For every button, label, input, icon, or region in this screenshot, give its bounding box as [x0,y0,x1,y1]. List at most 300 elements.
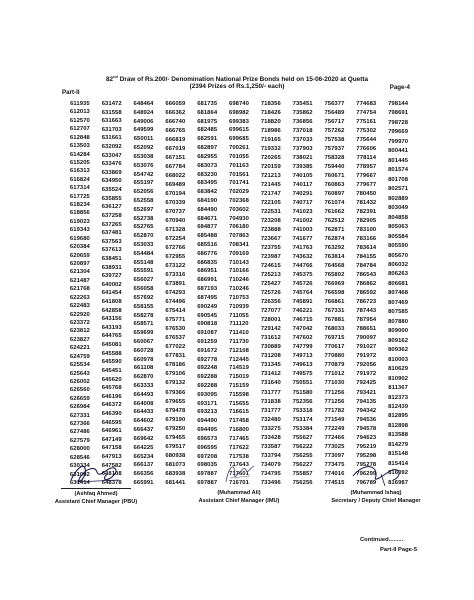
prize-number: 640002 [101,281,122,288]
prize-number: 816987 [388,479,409,486]
document-title [0,74,474,83]
prize-number: 656058 [133,286,154,293]
prize-number: 795298 [356,452,377,459]
prize-number: 673891 [165,281,186,288]
prize-number: 700261 [229,145,249,152]
prize-number: 684877 [197,224,218,231]
prize-number: 770617 [324,344,345,351]
prize-number: 681073 [165,461,186,468]
prize-number-grid [64,102,414,487]
prize-number: 778957 [356,164,377,171]
prize-number: 723208 [260,218,281,225]
prize-number: 662870 [133,374,154,381]
prize-number: 666356 [133,471,154,478]
prize-number: 690818 [197,321,218,328]
prize-number: 612013 [69,109,90,116]
prize-number: 633476 [101,161,122,168]
prize-number: 767331 [324,308,345,315]
prize-number: 794342 [356,407,377,414]
prize-number: 698035 [197,462,218,469]
prize-number: 670194 [165,191,186,198]
prize-number: 725213 [260,272,281,279]
prize-number: 733496 [260,479,281,486]
prize-number: 795278 [356,461,377,468]
prize-number: 761074 [324,200,345,207]
prize-number: 756222 [292,443,313,450]
prize-number: 646196 [101,393,122,400]
prize-number: 765802 [324,272,345,279]
prize-number: 637265 [101,221,122,228]
prize-number: 652092 [133,145,154,152]
prize-number: 768033 [324,326,345,333]
prize-number: 623827 [69,336,90,343]
prize-number: 749713 [292,353,313,360]
prize-number: 782905 [356,218,377,225]
prize-number: 693213 [197,409,218,416]
next-page-reference: Part-II Page-5 [380,547,418,553]
prize-number: 745764 [292,290,313,297]
prize-number: 692248 [197,365,218,372]
prize-number: 632092 [101,144,122,151]
prize-number: 616313 [69,168,90,175]
prize-number: 807468 [388,290,409,297]
prize-number: 794578 [356,425,377,432]
prize-number: 746715 [292,317,313,324]
prize-number: 722105 [260,200,281,207]
prize-number: 697887 [197,479,218,486]
prize-number: 683230 [197,171,218,178]
prize-number: 701741 [229,180,249,187]
prize-number: 786862 [356,281,377,288]
signatory-name: (Muhammad Ishaq) [350,490,402,496]
prize-number: 792056 [356,362,377,369]
prize-number: 804858 [388,214,409,221]
prize-number: 682897 [197,145,218,152]
number-column [64,102,96,487]
prize-number: 637613 [101,247,122,254]
prize-number: 711410 [229,330,249,337]
prize-number: 803049 [388,205,409,212]
prize-number: 636127 [101,204,122,211]
prize-number: 806032 [388,261,409,268]
prize-number: 807585 [388,309,409,316]
prize-number: 681975 [197,118,218,125]
prize-number: 710753 [229,294,249,301]
prize-number: 717622 [229,444,249,451]
prize-number: 672254 [165,236,186,243]
prize-number: 696573 [197,435,218,442]
prize-number: 771030 [324,380,345,387]
prize-number: 745726 [292,281,313,288]
prize-number: 717643 [229,462,249,469]
prize-number: 731612 [260,335,281,342]
prize-number: 665991 [133,479,154,486]
prize-number: 619343 [69,227,90,234]
prize-number: 740117 [292,182,313,189]
prize-number: 778114 [356,155,377,162]
prize-number: 692778 [197,356,218,363]
page-label: Page-4 [389,84,410,91]
prize-number: 753318 [292,407,313,414]
prize-number: 756255 [292,452,313,459]
prize-number: 709169 [229,250,249,257]
prize-number: 720265 [260,155,281,162]
prize-number: 715598 [229,391,249,398]
prize-number: 663333 [133,383,154,389]
prize-number: 749575 [292,371,313,378]
prize-number: 796299 [356,470,377,477]
prize-number: 660978 [133,356,154,363]
prize-number: 664493 [133,391,154,398]
prize-number: 683073 [197,162,218,169]
prize-number: 631558 [101,109,122,116]
prize-number: 701561 [229,171,249,178]
prize-number: 667019 [165,146,186,153]
prize-number: 760671 [324,173,345,180]
prize-number: 620659 [69,252,90,259]
prize-number: 654484 [133,250,154,257]
prize-number: 745375 [292,272,313,279]
prize-number: 637563 [101,238,122,245]
prize-number: 612570 [69,117,90,124]
prize-number: 723888 [260,227,281,234]
prize-number: 658278 [133,312,154,319]
prize-number: 664602 [133,418,154,425]
prize-number: 710246 [229,277,249,284]
prize-number: 813588 [388,432,409,439]
prize-number: 687495 [197,294,218,301]
prize-number: 623812 [69,328,90,335]
prize-number: 666819 [165,137,186,144]
prize-number: 646961 [101,428,122,435]
prize-number: 683842 [197,189,218,196]
prize-number: 690545 [197,312,218,319]
signature-line-1 [61,488,131,489]
prize-number: 741763 [292,245,313,252]
prize-number: 718820 [260,119,281,126]
prize-number: 627579 [69,437,90,444]
prize-number: 631703 [101,126,122,133]
prize-number: 697208 [197,453,218,460]
prize-number: 726356 [260,299,281,306]
prize-number: 646390 [101,410,122,417]
prize-number: 631002 [69,471,90,478]
prize-number: 764568 [324,263,345,270]
prize-number: 710166 [229,268,249,275]
prize-number: 802571 [388,186,409,193]
prize-number: 623372 [69,319,90,326]
prize-number: 635855 [101,195,122,202]
prize-number: 718426 [260,110,281,117]
prize-number: 620384 [69,244,90,251]
prize-number: 684190 [197,197,218,204]
document-subtitle: (2394 Prizes of Rs.1,250/- each) [189,83,285,90]
prize-number: 757937 [324,146,345,153]
prize-number: 783100 [356,227,377,234]
prize-number: 715159 [229,383,249,389]
prize-number: 655197 [133,180,154,187]
prize-number: 794623 [356,434,377,441]
prize-number: 784784 [356,263,377,270]
prize-number: 642858 [101,307,122,314]
prize-number: 681441 [165,479,186,486]
prize-number: 766598 [324,290,345,297]
prize-number: 679106 [165,371,186,378]
prize-number: 774683 [356,101,377,107]
prize-number: 637481 [101,230,122,237]
prize-number: 737033 [292,137,313,144]
prize-number: 717458 [229,418,249,425]
prize-number: 647158 [101,445,122,452]
prize-number: 633047 [101,152,122,159]
prize-number: 672955 [165,254,186,261]
prize-number: 702029 [229,189,249,196]
prize-number: 649006 [133,118,154,125]
prize-number: 815414 [388,460,409,467]
number-column [96,102,128,487]
prize-number: 679190 [165,416,186,423]
prize-number: 683938 [165,470,186,477]
prize-number: 744766 [292,263,313,270]
prize-number: 723667 [260,236,281,243]
prize-number: 794135 [356,398,377,405]
prize-number: 647582 [101,462,122,469]
prize-number: 711055 [229,312,249,319]
prize-number: 625534 [69,362,90,369]
part-label: Part-II [62,89,80,96]
prize-number: 666137 [133,462,154,469]
prize-number: 643156 [101,316,122,323]
prize-number: 731640 [260,380,281,387]
prize-number: 692288 [197,383,218,389]
prize-number: 717601 [229,471,249,478]
prize-number: 645588 [101,350,122,357]
prize-number: 620897 [69,261,90,268]
prize-number: 614284 [69,151,90,158]
prize-number: 691672 [197,347,218,354]
prize-number: 671328 [165,227,186,234]
prize-number: 701055 [229,153,249,160]
prize-number: 624759 [69,353,90,360]
prize-number: 690249 [197,303,218,310]
prize-number: 779667 [356,173,377,180]
prize-number: 730889 [260,344,281,351]
prize-number: 635524 [101,187,122,194]
prize-number: 691087 [197,330,218,337]
prize-number: 737018 [292,128,313,135]
prize-number: 631414 [69,479,90,486]
signatory-title: Assistant Chief Manager (PBU) [54,499,138,505]
prize-number: 810003 [388,356,409,363]
prize-number: 757538 [324,137,345,144]
prize-number: 694495 [197,427,218,434]
prize-number: 716800 [229,427,249,434]
prize-number: 718356 [260,101,281,107]
prize-number: 699615 [229,127,249,134]
prize-number: 692288 [197,374,218,381]
prize-number: 627366 [69,421,90,428]
prize-number: 776606 [356,146,377,153]
prize-number: 626002 [69,378,90,385]
prize-number: 757262 [324,128,345,135]
prize-number: 676530 [165,326,186,333]
prize-number: 686835 [197,259,218,266]
prize-number: 674293 [165,290,186,297]
prize-number: 630334 [69,463,90,470]
prize-number: 741003 [292,227,313,234]
prize-number: 675414 [165,308,186,315]
prize-number: 805590 [388,243,409,250]
prize-number: 682591 [197,136,218,143]
prize-number: 648108 [101,471,122,478]
prize-number: 646595 [101,419,122,426]
prize-number: 679132 [165,380,186,387]
prize-number: 666059 [165,101,186,107]
prize-number: 654742 [133,171,154,178]
prize-number: 669489 [165,182,186,189]
prize-number: 805584 [388,233,409,240]
prize-number: 712445 [229,356,249,363]
prize-number: 666437 [133,427,154,434]
title-ordinal-suffix: nd [113,74,118,79]
prize-number: 727077 [260,308,281,315]
prize-number: 631663 [101,118,122,125]
prize-number: 718986 [260,128,281,135]
prize-number: 646372 [101,402,122,409]
prize-number: 618234 [69,202,90,209]
prize-number: 711120 [229,321,249,328]
prize-number: 678186 [165,362,186,369]
prize-number: 673122 [165,263,186,270]
prize-number: 633869 [101,169,122,176]
prize-number: 719165 [260,137,281,144]
prize-number: 739385 [292,164,313,171]
prize-number: 724615 [260,263,281,270]
signature-mark-2 [204,460,274,488]
prize-number: 733587 [260,443,281,450]
prize-number: 693095 [197,391,218,398]
prize-number: 714519 [229,365,249,372]
prize-number: 812895 [388,413,409,420]
title-ordinal: 82 [106,76,114,84]
prize-number: 697887 [197,471,218,478]
prize-number: 704930 [229,215,249,222]
prize-number: 755627 [292,434,313,441]
prize-number: 721213 [260,173,281,180]
prize-number: 766969 [324,281,345,288]
prize-number: 703602 [229,206,249,213]
prize-number: 799970 [388,138,409,145]
prize-number: 664008 [133,400,154,407]
prize-number: 782391 [356,209,377,216]
prize-number: 786543 [356,272,377,279]
prize-number: 637258 [101,212,122,219]
prize-number: 781432 [356,200,377,207]
prize-number: 763814 [324,254,345,261]
prize-number: 733428 [260,434,281,441]
prize-number: 712108 [229,347,249,354]
signature-mark-1 [61,460,131,488]
prize-number: 770880 [324,353,345,360]
prize-number: 652870 [133,233,154,240]
prize-number: 775302 [356,128,377,135]
prize-number: 753384 [292,425,313,432]
prize-number: 728001 [260,317,281,324]
signature-block-pbu [36,460,156,505]
prize-number: 664225 [133,444,154,451]
prize-number: 685488 [197,233,218,240]
prize-number: 711730 [229,338,249,345]
prize-number: 681735 [197,101,218,107]
prize-number: 719332 [260,146,281,153]
prize-number: 676537 [165,335,186,342]
prize-number: 702368 [229,197,249,204]
prize-number: 798691 [388,110,409,117]
prize-number: 773097 [324,452,345,459]
prize-number: 652697 [133,206,154,213]
prize-number: 801445 [388,157,409,164]
prize-number: 770879 [324,362,345,369]
prize-number: 809000 [388,328,409,335]
prize-number: 750551 [292,380,313,387]
signature-block-imu [179,460,299,504]
prize-number: 631472 [101,101,122,107]
prize-number: 733794 [260,452,281,459]
prize-number: 731838 [260,398,281,405]
prize-number: 775161 [356,119,377,126]
prize-number: 745891 [292,299,313,306]
prize-number: 761662 [324,209,345,216]
prize-number: 710939 [229,303,249,310]
prize-number: 670940 [165,218,186,225]
prize-number: 734079 [260,461,281,468]
prize-number: 641454 [101,290,122,297]
prize-number: 645081 [101,342,122,349]
prize-number: 769715 [324,335,345,342]
prize-number: 655148 [133,259,154,266]
prize-number: 658571 [133,321,154,328]
prize-number: 741023 [292,209,313,216]
prize-number: 798144 [388,101,409,107]
prize-number: 706180 [229,224,249,231]
prize-number: 674496 [165,299,186,306]
prize-number: 652765 [133,224,154,231]
prize-number: 731412 [260,371,281,378]
prize-number: 772466 [324,434,345,441]
prize-number: 681864 [197,109,218,116]
prize-number: 740105 [292,173,313,180]
continued-note: Continued......... [360,537,404,543]
prize-number: 731345 [260,362,281,369]
prize-number: 710143 [229,259,249,266]
number-column [287,102,319,487]
prize-number: 648378 [101,479,122,486]
prize-number: 612848 [69,134,90,141]
prize-number: 725427 [260,281,281,288]
prize-number: 673316 [165,272,186,279]
signature-block-secretary [316,460,436,504]
prize-number: 628000 [69,446,90,453]
number-column [159,102,191,487]
prize-number: 627331 [69,412,90,419]
prize-number: 771012 [324,371,345,378]
prize-number: 653033 [133,242,154,248]
prize-number: 774515 [324,479,345,486]
prize-number: 716615 [229,409,249,416]
prize-number: 686991 [197,277,218,284]
prize-number: 809362 [388,347,409,354]
prize-number: 716701 [229,479,249,486]
